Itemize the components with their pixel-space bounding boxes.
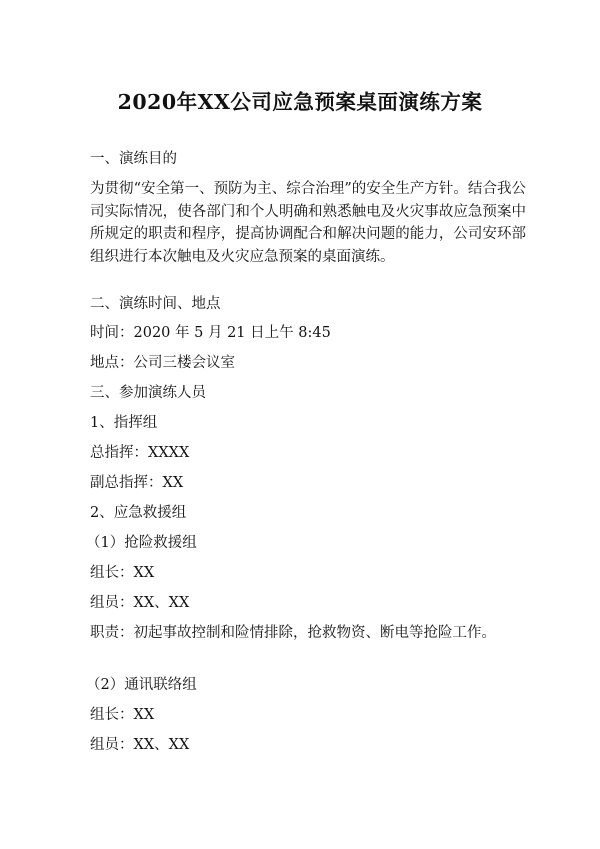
- section-heading-purpose: 一、演练目的: [90, 151, 177, 167]
- subgroup-rescue-duty: 职责：初起事故控制和险情排除，抢救物资、断电等抢险工作。: [90, 625, 496, 641]
- subgroup-rescue-leader: 组长：XX: [90, 565, 155, 581]
- drill-time: 时间：2020 年 5 月 21 日上午 8:45: [90, 325, 331, 341]
- vice-commander-line: 副总指挥：XX: [90, 475, 184, 491]
- subgroup-communication-leader: 组长：XX: [90, 707, 155, 723]
- commander-line: 总指挥：XXXX: [90, 445, 190, 461]
- section-body-purpose: 为贯彻“安全第一、预防为主、综合治理”的安全生产方针。结合我公司实际情况，使各部门和个人明确和熟悉触电及火灾事故应急预案中所规定的职责和程序，提高协调配合和解决问题的能力，公司安环部组织进行本次触电及火灾应急预案的桌面演练。: [90, 181, 526, 265]
- subgroup-rescue-members: 组员：XX、XX: [90, 595, 190, 611]
- subgroup-heading-communication: （2）通讯联络组: [86, 677, 197, 693]
- drill-place: 地点：公司三楼会议室: [90, 355, 235, 371]
- section-heading-time-place: 二、演练时间、地点: [90, 296, 221, 312]
- section-heading-participants: 三、参加演练人员: [90, 385, 206, 401]
- group-heading-rescue: 2、应急救援组: [90, 505, 187, 521]
- document-title: 2020年XX公司应急预案桌面演练方案: [117, 90, 483, 114]
- subgroup-heading-rescue: （1）抢险救援组: [86, 535, 197, 551]
- group-heading-command: 1、指挥组: [90, 415, 158, 431]
- subgroup-communication-members: 组员：XX、XX: [90, 737, 190, 753]
